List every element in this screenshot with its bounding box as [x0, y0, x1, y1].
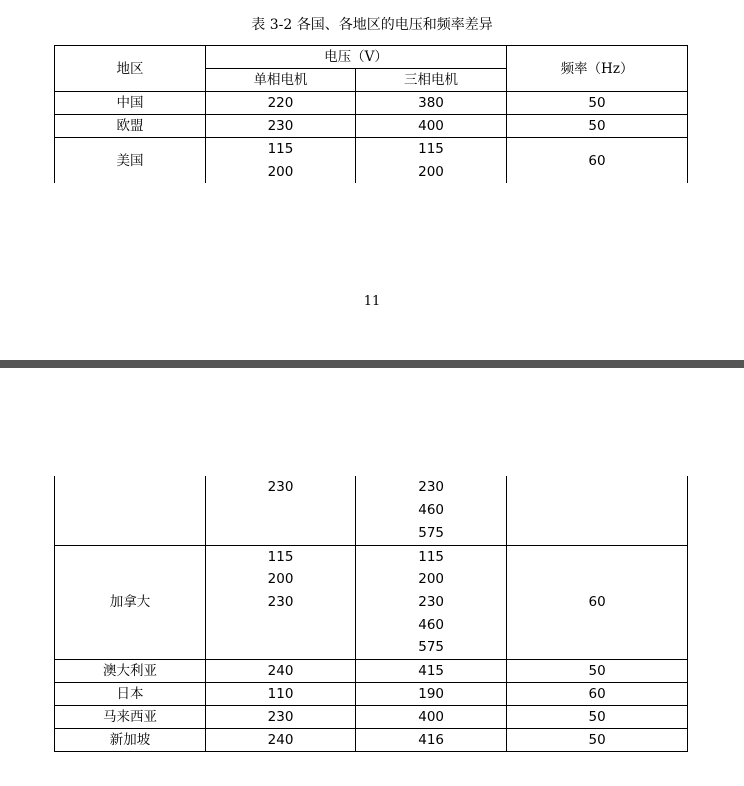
cell-region: 美国 — [55, 138, 206, 184]
cell-single-phase: 230 — [206, 706, 356, 729]
cell-value: 200 — [418, 571, 445, 588]
cell-single-phase — [206, 476, 356, 545]
cell-frequency: 50 — [507, 706, 688, 729]
table-row — [55, 729, 688, 752]
cell-three-phase — [355, 138, 506, 184]
cell-value: 200 — [418, 163, 444, 180]
header-region: 地区 — [55, 46, 206, 92]
table-row — [55, 138, 688, 184]
cell-value: 230 — [267, 593, 294, 610]
header-voltage: 电压（V） — [205, 46, 506, 69]
cell-three-phase: 416 — [356, 729, 507, 752]
cell-value: 575 — [418, 524, 445, 541]
table-row — [55, 92, 688, 115]
cell-value: 460 — [418, 501, 445, 518]
cell-frequency — [507, 476, 688, 545]
cell-single-phase: 240 — [206, 660, 356, 683]
cell-single-phase: 220 — [205, 92, 355, 115]
cell-three-phase: 400 — [356, 706, 507, 729]
cell-three-phase: 400 — [355, 115, 506, 138]
cell-value: 460 — [418, 616, 445, 633]
cell-single-phase — [206, 545, 356, 660]
cell-region: 马来西亚 — [55, 706, 206, 729]
cell-three-phase: 190 — [356, 683, 507, 706]
header-single-phase: 单相电机 — [205, 69, 355, 92]
cell-value: 115 — [418, 141, 444, 157]
page-divider — [0, 360, 744, 368]
page-1 — [0, 0, 744, 360]
header-frequency: 频率（Hz） — [507, 46, 688, 92]
cell-frequency: 50 — [507, 115, 688, 138]
table-row — [55, 476, 688, 545]
header-three-phase: 三相电机 — [355, 69, 506, 92]
table-row — [55, 683, 688, 706]
cell-frequency: 50 — [507, 92, 688, 115]
page-number: 11 — [363, 294, 381, 309]
table-row — [55, 706, 688, 729]
cell-region: 日本 — [55, 683, 206, 706]
table-row — [55, 660, 688, 683]
cell-value: 575 — [418, 639, 445, 656]
cell-region: 加拿大 — [55, 545, 206, 660]
cell-single-phase: 240 — [206, 729, 356, 752]
cell-three-phase — [356, 545, 507, 660]
cell-value: 230 — [267, 479, 294, 495]
cell-value: 115 — [267, 548, 294, 565]
cell-region — [55, 476, 206, 545]
cell-three-phase: 415 — [356, 660, 507, 683]
cell-single-phase: 230 — [205, 115, 355, 138]
cell-frequency: 50 — [507, 729, 688, 752]
table-row — [55, 115, 688, 138]
cell-frequency: 60 — [507, 138, 688, 184]
cell-region: 澳大利亚 — [55, 660, 206, 683]
cell-value: 230 — [418, 479, 445, 496]
cell-region: 新加坡 — [55, 729, 206, 752]
cell-frequency: 60 — [507, 545, 688, 660]
cell-value: 115 — [267, 141, 294, 157]
cell-single-phase: 110 — [206, 683, 356, 706]
voltage-frequency-table-part2 — [54, 476, 688, 752]
voltage-frequency-table-part1 — [54, 45, 688, 183]
cell-value: 230 — [418, 593, 445, 610]
cell-three-phase — [356, 476, 507, 545]
cell-three-phase: 380 — [355, 92, 506, 115]
cell-value: 200 — [267, 163, 294, 180]
cell-region: 中国 — [55, 92, 206, 115]
table-caption: 表 3-2 各国、各地区的电压和频率差异 — [251, 17, 493, 33]
cell-region: 欧盟 — [55, 115, 206, 138]
cell-value: 115 — [418, 548, 445, 565]
cell-frequency: 50 — [507, 660, 688, 683]
cell-frequency: 60 — [507, 683, 688, 706]
cell-single-phase — [205, 138, 355, 184]
cell-value: 200 — [267, 571, 294, 588]
table-row — [55, 545, 688, 660]
